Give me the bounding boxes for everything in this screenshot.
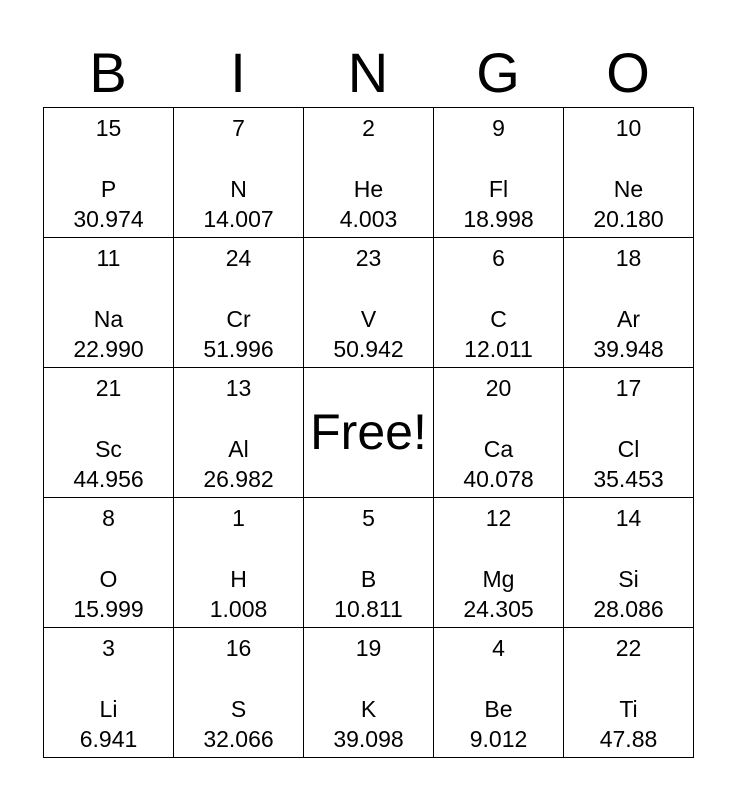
atomic-mass: 9.012 bbox=[469, 726, 528, 752]
atomic-mass: 1.008 bbox=[209, 596, 268, 622]
atomic-number: 16 bbox=[225, 635, 252, 661]
atomic-mass: 28.086 bbox=[593, 596, 664, 622]
cell-content bbox=[564, 628, 693, 757]
atomic-number: 9 bbox=[492, 115, 505, 141]
atomic-number: 5 bbox=[362, 505, 375, 531]
atomic-mass: 39.948 bbox=[593, 336, 664, 362]
bingo-cell[interactable] bbox=[564, 108, 694, 238]
bingo-cell[interactable] bbox=[304, 238, 434, 368]
atomic-number: 22 bbox=[615, 635, 642, 661]
atomic-number: 4 bbox=[492, 635, 505, 661]
header-letter-g: G bbox=[476, 41, 520, 104]
atomic-mass: 32.066 bbox=[203, 726, 274, 752]
bingo-row bbox=[44, 238, 694, 368]
element-symbol: S bbox=[230, 696, 247, 722]
element-symbol: Fl bbox=[488, 176, 509, 202]
cell-content bbox=[44, 368, 173, 497]
cell-content bbox=[304, 628, 433, 757]
atomic-number: 11 bbox=[96, 245, 121, 271]
bingo-cell[interactable] bbox=[434, 498, 564, 628]
bingo-cell[interactable] bbox=[44, 498, 174, 628]
atomic-number: 8 bbox=[102, 505, 115, 531]
element-symbol: V bbox=[360, 306, 377, 332]
bingo-cell[interactable] bbox=[174, 108, 304, 238]
atomic-number: 2 bbox=[362, 115, 375, 141]
bingo-cell[interactable] bbox=[434, 108, 564, 238]
cell-content bbox=[174, 368, 303, 497]
element-symbol: H bbox=[230, 566, 247, 592]
cell-content bbox=[564, 108, 693, 237]
cell-content bbox=[44, 628, 173, 757]
bingo-header bbox=[43, 38, 693, 108]
cell-content bbox=[434, 108, 563, 237]
free-space-cell[interactable] bbox=[304, 368, 434, 498]
atomic-number: 19 bbox=[355, 635, 382, 661]
cell-content bbox=[304, 238, 433, 367]
atomic-mass: 4.003 bbox=[339, 206, 398, 232]
cell-content bbox=[44, 108, 173, 237]
cell-content bbox=[304, 108, 433, 237]
atomic-number: 18 bbox=[615, 245, 642, 271]
bingo-cell[interactable] bbox=[304, 498, 434, 628]
element-symbol: Ti bbox=[619, 696, 638, 722]
cell-content bbox=[174, 628, 303, 757]
bingo-cell[interactable] bbox=[44, 108, 174, 238]
element-symbol: N bbox=[230, 176, 247, 202]
cell-content bbox=[564, 238, 693, 367]
atomic-mass: 12.011 bbox=[464, 336, 533, 362]
bingo-grid bbox=[43, 107, 694, 758]
atomic-mass: 47.88 bbox=[599, 726, 658, 752]
atomic-number: 24 bbox=[225, 245, 252, 271]
atomic-mass: 20.180 bbox=[593, 206, 664, 232]
element-symbol: Mg bbox=[482, 566, 515, 592]
bingo-cell[interactable] bbox=[174, 368, 304, 498]
element-symbol: He bbox=[353, 176, 384, 202]
atomic-number: 14 bbox=[615, 505, 642, 531]
cell-content bbox=[44, 238, 173, 367]
bingo-cell[interactable] bbox=[44, 238, 174, 368]
free-space-label: Free! bbox=[310, 404, 427, 460]
bingo-row bbox=[44, 628, 694, 758]
element-symbol: Sc bbox=[95, 436, 122, 462]
bingo-cell[interactable] bbox=[174, 498, 304, 628]
atomic-mass: 40.078 bbox=[463, 466, 534, 492]
bingo-row bbox=[44, 368, 694, 498]
atomic-mass: 15.999 bbox=[73, 596, 144, 622]
atomic-number: 15 bbox=[95, 115, 122, 141]
header-letter-b: B bbox=[89, 41, 127, 104]
element-symbol: Cr bbox=[226, 306, 251, 332]
bingo-cell[interactable] bbox=[44, 628, 174, 758]
cell-content bbox=[434, 498, 563, 627]
element-symbol: Be bbox=[484, 696, 513, 722]
bingo-cell[interactable] bbox=[174, 238, 304, 368]
atomic-mass: 24.305 bbox=[463, 596, 534, 622]
bingo-cell[interactable] bbox=[304, 108, 434, 238]
cell-content bbox=[174, 108, 303, 237]
cell-content bbox=[564, 368, 693, 497]
atomic-mass: 18.998 bbox=[463, 206, 534, 232]
element-symbol: Li bbox=[99, 696, 118, 722]
element-symbol: Al bbox=[228, 436, 249, 462]
bingo-cell[interactable] bbox=[564, 368, 694, 498]
atomic-number: 10 bbox=[615, 115, 642, 141]
element-symbol: Si bbox=[618, 566, 639, 592]
bingo-row bbox=[44, 108, 694, 238]
element-symbol: C bbox=[490, 306, 507, 332]
bingo-cell[interactable] bbox=[304, 628, 434, 758]
atomic-number: 6 bbox=[492, 245, 505, 271]
atomic-mass: 51.996 bbox=[203, 336, 274, 362]
atomic-number: 7 bbox=[232, 115, 245, 141]
cell-content bbox=[174, 498, 303, 627]
cell-content bbox=[434, 368, 563, 497]
element-symbol: Cl bbox=[617, 436, 640, 462]
bingo-cell[interactable] bbox=[434, 368, 564, 498]
atomic-mass: 44.956 bbox=[73, 466, 144, 492]
atomic-number: 12 bbox=[485, 505, 512, 531]
cell-content bbox=[174, 238, 303, 367]
atomic-mass: 30.974 bbox=[73, 206, 144, 232]
element-symbol: K bbox=[360, 696, 377, 722]
element-symbol: Ne bbox=[613, 176, 644, 202]
atomic-mass: 35.453 bbox=[593, 466, 664, 492]
element-symbol: Ca bbox=[483, 436, 514, 462]
cell-content bbox=[304, 498, 433, 627]
header-letter-o: O bbox=[606, 41, 650, 104]
bingo-cell[interactable] bbox=[434, 238, 564, 368]
bingo-cell[interactable] bbox=[564, 498, 694, 628]
header-letter-i: I bbox=[230, 41, 246, 104]
atomic-number: 21 bbox=[95, 375, 122, 401]
atomic-mass: 14.007 bbox=[203, 206, 274, 232]
bingo-cell[interactable] bbox=[564, 238, 694, 368]
atomic-mass: 6.941 bbox=[79, 726, 138, 752]
cell-content bbox=[304, 368, 433, 497]
element-symbol: Ar bbox=[617, 306, 640, 332]
atomic-number: 1 bbox=[232, 505, 245, 531]
bingo-row bbox=[44, 498, 694, 628]
bingo-grid-body bbox=[44, 108, 694, 758]
atomic-number: 3 bbox=[102, 635, 115, 661]
atomic-number: 20 bbox=[485, 375, 512, 401]
cell-content bbox=[434, 238, 563, 367]
bingo-cell[interactable] bbox=[564, 628, 694, 758]
header-letter-n: N bbox=[347, 41, 389, 104]
cell-content bbox=[564, 498, 693, 627]
atomic-mass: 10.811 bbox=[334, 596, 403, 622]
element-symbol: O bbox=[99, 566, 118, 592]
atomic-mass: 50.942 bbox=[333, 336, 404, 362]
atomic-number: 23 bbox=[355, 245, 382, 271]
atomic-mass: 39.098 bbox=[333, 726, 404, 752]
element-symbol: P bbox=[100, 176, 117, 202]
element-symbol: Na bbox=[93, 306, 124, 332]
bingo-cell[interactable] bbox=[434, 628, 564, 758]
atomic-number: 13 bbox=[225, 375, 252, 401]
atomic-mass: 26.982 bbox=[203, 466, 274, 492]
bingo-cell[interactable] bbox=[174, 628, 304, 758]
atomic-mass: 22.990 bbox=[73, 336, 144, 362]
cell-content bbox=[44, 498, 173, 627]
cell-content bbox=[434, 628, 563, 757]
element-symbol: B bbox=[360, 566, 377, 592]
bingo-cell[interactable] bbox=[44, 368, 174, 498]
atomic-number: 17 bbox=[615, 375, 642, 401]
